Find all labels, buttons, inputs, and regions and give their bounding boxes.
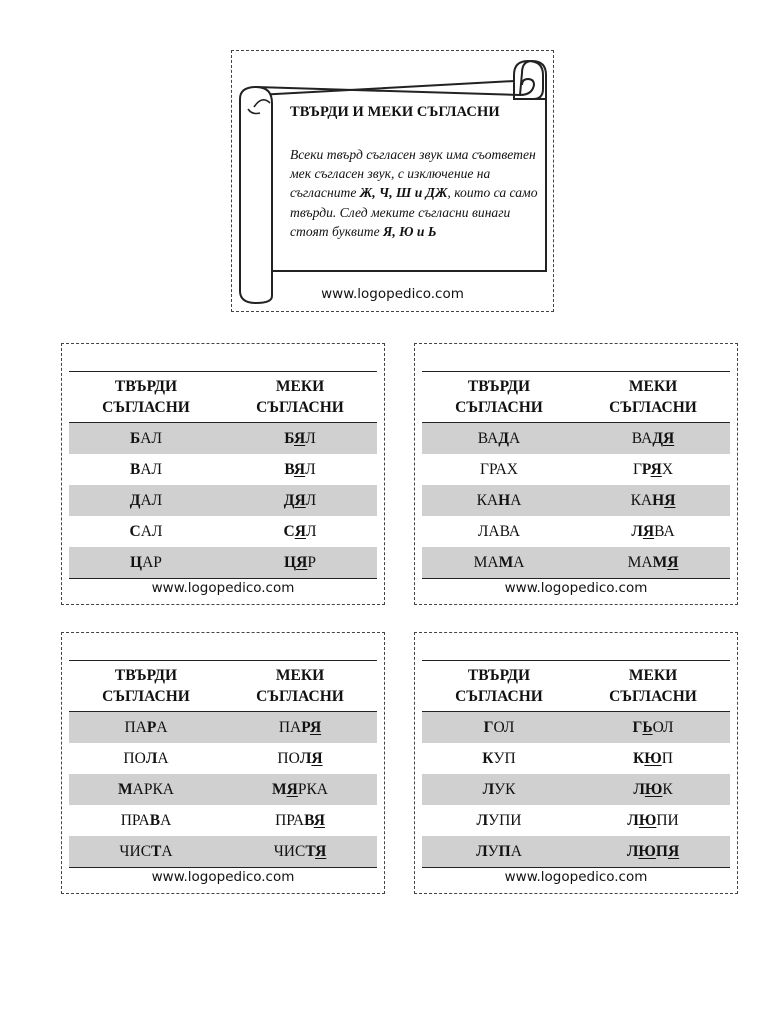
table-row [69,836,377,868]
soft-word: ЛЯВА [631,522,675,540]
soft-word: ЦЯР [284,553,316,571]
hard-word: ГОЛ [483,718,515,736]
table-row [422,454,730,485]
table-row [422,774,730,805]
table-header [69,660,377,712]
consonant-table [69,371,377,579]
hard-word: ЧИСТА [119,842,173,860]
header-hard-consonants: ТВЪРДИ СЪГЛАСНИ [455,378,543,416]
table-row [69,805,377,836]
table-row [69,516,377,547]
hard-word: ПРАВА [120,811,172,829]
table-row [69,743,377,774]
header-soft-consonants: МЕКИ СЪГЛАСНИ [256,378,344,416]
table-row [422,516,730,547]
soft-word: ПОЛЯ [277,749,323,767]
soft-word: ВЯЛ [284,460,316,478]
intro-card [231,50,554,312]
hard-word: ВАДА [477,429,521,447]
soft-word: ЛЮПИ [627,811,679,829]
soft-word: ГРЯХ [632,460,674,478]
table-row [422,805,730,836]
hard-word: ЛАВА [477,522,521,540]
table-card-2 [414,343,738,605]
header-soft-consonants: МЕКИ СЪГЛАСНИ [609,667,697,705]
website-link[interactable]: www.logopedico.com [151,869,295,885]
website-link[interactable]: www.logopedico.com [321,286,464,302]
table-row [422,547,730,579]
soft-word: ЧИСТЯ [273,842,327,860]
hard-word: ЛУК [482,780,516,798]
hard-word: САЛ [129,522,163,540]
soft-word: СЯЛ [283,522,317,540]
website-link[interactable]: www.logopedico.com [151,580,295,596]
header-hard-consonants: ТВЪРДИ СЪГЛАСНИ [102,378,190,416]
table-header [422,371,730,423]
table-row [69,712,377,743]
header-soft-consonants: МЕКИ СЪГЛАСНИ [256,667,344,705]
table-row [69,547,377,579]
table-card-4 [414,632,738,894]
table-row [422,836,730,868]
table-row [69,485,377,516]
hard-word: КАНА [476,491,522,509]
soft-word: ПРАВЯ [275,811,325,829]
intro-body: Всеки твърд съгласен звук има съответен мек съгласен звук, с изключение на съгласните Ж, Ч, Ш и ДЖ, които са само твърди. След меките съгласни винаги стоят буквите Я, Ю и Ь [290,147,538,239]
intro-title: ТВЪРДИ И МЕКИ СЪГЛАСНИ [290,104,500,120]
website-link[interactable]: www.logopedico.com [504,580,648,596]
soft-word: ДЯЛ [283,491,317,509]
hard-word: МАРКА [118,780,174,798]
hard-word: ЦАР [130,553,162,571]
soft-word: ПАРЯ [278,718,322,736]
hard-word: ПАРА [124,718,168,736]
hard-word: ДАЛ [129,491,163,509]
consonant-table [69,660,377,868]
table-row [422,423,730,454]
table-row [422,743,730,774]
hard-word: КУП [482,749,516,767]
hard-word: ГРАХ [480,460,518,478]
website-link[interactable]: www.logopedico.com [504,869,648,885]
hard-word: ЛУПА [476,842,522,860]
soft-word: КЮП [633,749,673,767]
table-row [422,712,730,743]
hard-word: ПОЛА [123,749,169,767]
table-card-1 [61,343,385,605]
header-hard-consonants: ТВЪРДИ СЪГЛАСНИ [102,667,190,705]
soft-word: МАМЯ [627,553,679,571]
soft-word: ЛЮПЯ [626,842,680,860]
table-row [69,454,377,485]
table-header [422,660,730,712]
hard-word: ВАЛ [129,460,163,478]
soft-word: МЯРКА [272,780,328,798]
header-hard-consonants: ТВЪРДИ СЪГЛАСНИ [455,667,543,705]
consonant-table [422,660,730,868]
table-card-3 [61,632,385,894]
soft-word: ВАДЯ [631,429,675,447]
hard-word: ЛУПИ [476,811,522,829]
table-header [69,371,377,423]
consonant-table [422,371,730,579]
table-row [69,423,377,454]
soft-word: КАНЯ [630,491,676,509]
soft-word: БЯЛ [284,429,316,447]
hard-word: БАЛ [130,429,162,447]
hard-word: МАМА [473,553,525,571]
table-row [422,485,730,516]
header-soft-consonants: МЕКИ СЪГЛАСНИ [609,378,697,416]
table-row [69,774,377,805]
soft-word: ГЬОЛ [632,718,674,736]
soft-word: ЛЮК [633,780,673,798]
